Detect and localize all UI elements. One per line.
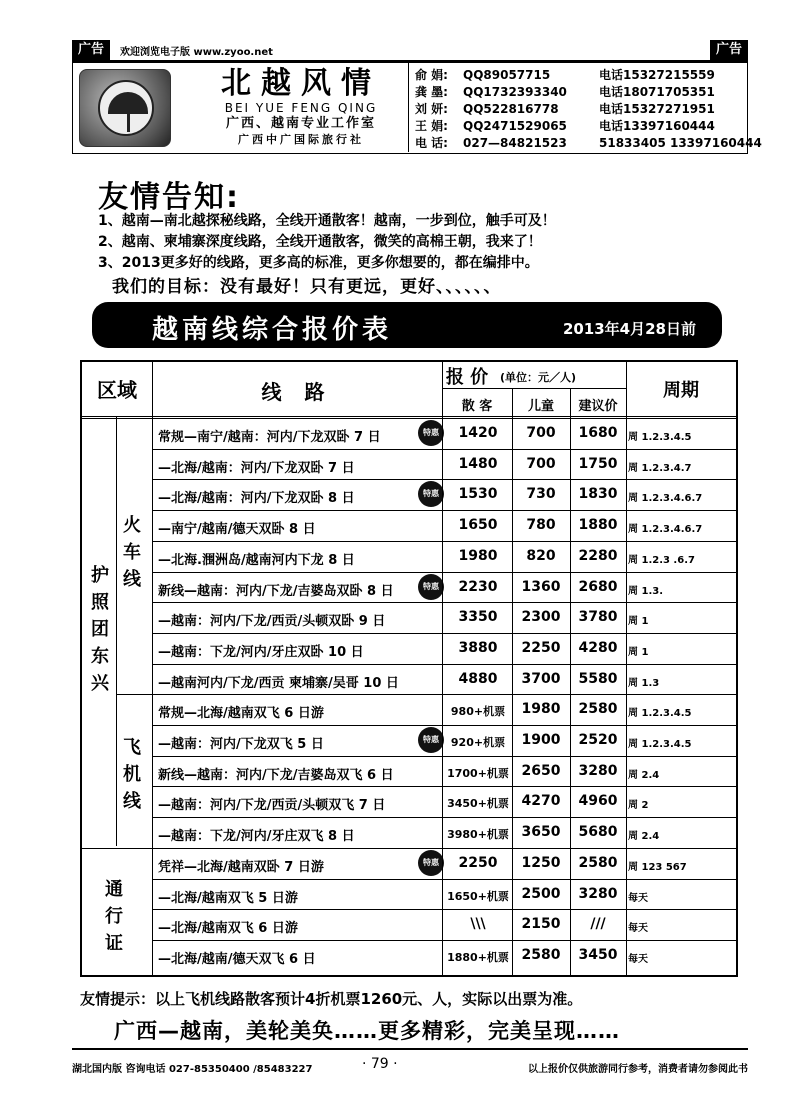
route-cell: 新线—越南：河内/下龙/吉婆岛双卧 8 日 — [158, 583, 394, 599]
notice-line: 3、2013更多好的线路，更多高的标准，更多你想要的，都在编排中。 — [98, 255, 539, 271]
route-cell: —越南：下龙/河内/牙庄双卧 10 日 — [158, 644, 364, 660]
period-cell: 周 2.4 — [628, 769, 660, 781]
contact-qq: QQ89057715 — [463, 68, 551, 82]
adult-price-cell: 1700+机票 — [447, 766, 509, 780]
banner-title: 越南线综合报价表 — [152, 315, 393, 345]
special-offer-badge-icon: 特惠 — [418, 481, 444, 507]
contact-qq: QQ1732393340 — [463, 85, 567, 99]
adult-price-cell: 4880 — [458, 670, 498, 687]
suggest-price-cell: 3780 — [578, 609, 618, 626]
period-cell: 周 2 — [628, 800, 649, 812]
brand-pinyin: BEI YUE FENG QING — [224, 101, 378, 115]
special-offer-badge-icon: 特惠 — [418, 850, 444, 876]
suggest-price-cell: 1750 — [578, 455, 618, 472]
contact-name: 刘 妍: — [415, 102, 448, 116]
route-cell: —越南：河内/下龙双飞 5 日 — [158, 737, 324, 752]
route-cell: —北海.涠洲岛/越南河内下龙 8 日 — [158, 552, 355, 568]
brand-name: 北越风情 — [221, 66, 381, 101]
umbrella-icon — [98, 80, 154, 136]
footer — [72, 1048, 748, 1076]
child-price-cell: 1900 — [521, 732, 561, 748]
special-offer-badge-icon: 特惠 — [418, 727, 444, 753]
route-cell: —南宁/越南/德天双卧 8 日 — [158, 522, 316, 538]
contact-qq: 027—84821523 — [463, 136, 567, 150]
footer-right: 以上报价仅供旅游同行参考，消费者请勿参阅此书 — [528, 1064, 748, 1075]
suggest-price-cell: 3280 — [578, 762, 618, 779]
contact-qq: QQ522816778 — [463, 102, 559, 116]
suggest-price-cell: 2580 — [578, 854, 618, 871]
adult-price-cell: 3450+机票 — [447, 797, 509, 811]
suggest-price-cell: /// — [590, 916, 606, 933]
child-price-cell: 1250 — [521, 854, 561, 871]
contact-name: 电 话: — [415, 136, 448, 150]
brand-subtitle: 广西、越南专业工作室 — [225, 116, 376, 131]
header-price: 报 价 — [445, 367, 489, 388]
suggest-price-cell: 3450 — [578, 946, 618, 963]
page-number: · 79 · — [362, 1056, 398, 1072]
ad-tag-right: 广告 — [710, 40, 748, 60]
child-price-cell: 4270 — [521, 793, 561, 810]
adult-price-cell: 1650 — [458, 517, 498, 534]
period-cell: 周 1 — [628, 646, 649, 658]
period-cell: 周 1.3. — [628, 585, 663, 597]
suggest-price-cell: 5680 — [578, 824, 618, 841]
period-cell: 周 1.2.3.4.7 — [628, 462, 692, 474]
route-cell: 凭祥—北海/越南双卧 7 日游 — [158, 859, 324, 875]
period-cell: 周 123 567 — [628, 861, 687, 873]
child-price-cell: 2580 — [521, 946, 561, 963]
tip-text: 友情提示：以上飞机线路散客预计4折机票1260元、人，实际以出票为准。 — [80, 990, 583, 1008]
suggest-price-cell: 4280 — [578, 639, 618, 656]
child-price-cell: 700 — [526, 425, 556, 441]
route-cell: 新线—越南：河内/下龙/吉婆岛双飞 6 日 — [158, 767, 394, 783]
notice-line: 2、越南、柬埔寨深度线路，全线开通散客，微笑的高棉王朝，我来了！ — [98, 234, 542, 250]
logo-image — [79, 69, 171, 147]
child-price-cell: 2250 — [521, 639, 561, 656]
period-cell: 周 1.2.3 .6.7 — [628, 554, 695, 566]
contact-row — [415, 118, 748, 135]
child-price-cell: 1360 — [521, 578, 561, 595]
period-cell: 周 2.4 — [628, 831, 660, 843]
contact-qq: QQ2471529065 — [463, 119, 567, 133]
contact-name: 龚 墨: — [415, 85, 448, 99]
route-cell: —越南河内/下龙/西贡 柬埔寨/吴哥 10 日 — [158, 675, 399, 691]
period-cell: 周 1.2.3.4.6.7 — [628, 493, 703, 505]
adult-price-cell: 920+机票 — [450, 736, 506, 749]
suggest-price-cell: 3280 — [578, 885, 618, 902]
route-cell: —北海/越南/德天双飞 6 日 — [158, 951, 316, 967]
contact-row — [415, 101, 748, 118]
adult-price-cell: 3980+机票 — [447, 828, 509, 842]
header-price-unit: (单位：元／人) — [500, 371, 577, 384]
route-cell: —北海/越南双飞 5 日游 — [158, 890, 298, 906]
route-cell: —越南：河内/下龙/西贡/头顿双卧 9 日 — [158, 614, 386, 630]
child-price-cell: 820 — [526, 547, 556, 564]
notice-title: 友情告知: — [98, 180, 240, 215]
adult-price-cell: 2230 — [458, 578, 498, 595]
ad-tag-left: 广告 — [72, 40, 110, 60]
period-cell: 每天 — [628, 923, 648, 935]
route-cell: —北海/越南：河内/下龙双卧 7 日 — [158, 460, 355, 476]
adult-price-cell: 2250 — [458, 854, 498, 871]
contact-name: 俞 娟: — [415, 68, 448, 82]
price-table-banner — [92, 302, 722, 348]
child-price-cell: 2650 — [521, 762, 561, 779]
top-ad-bar — [72, 40, 748, 62]
group-label-pass: 通行证 — [105, 879, 123, 954]
child-price-cell: 3650 — [521, 824, 561, 841]
contact-tel: 电话13397160444 — [599, 119, 715, 133]
suggest-price-cell: 1880 — [578, 517, 618, 534]
period-cell: 周 1.2.3.4.5 — [628, 708, 692, 720]
adult-price-cell: 3880 — [458, 639, 498, 656]
brand-agency: 广西中广国际旅行社 — [238, 133, 364, 146]
child-price-cell: 2300 — [521, 609, 561, 626]
header-region: 区域 — [97, 378, 137, 402]
adult-price-cell: \\\ — [470, 916, 486, 933]
adult-price-cell: 1650+机票 — [447, 889, 509, 903]
route-cell: 常规—南宁/越南：河内/下龙双卧 7 日 — [158, 430, 381, 445]
brand-block — [181, 67, 421, 147]
route-cell: 常规—北海/越南双飞 6 日游 — [158, 706, 324, 722]
adult-price-cell: 980+机票 — [450, 705, 506, 719]
suggest-price-cell: 2680 — [578, 578, 618, 595]
route-cell: —越南：河内/下龙/西贡/头顿双飞 7 日 — [158, 798, 386, 814]
route-cell: —北海/越南双飞 6 日游 — [158, 921, 298, 937]
suggest-price-cell: 1680 — [578, 425, 618, 441]
adult-price-cell: 1530 — [458, 486, 498, 503]
suggest-price-cell: 1830 — [578, 486, 618, 503]
suggest-price-cell: 2280 — [578, 547, 618, 564]
group-label-outer: 护照团东兴 — [91, 565, 109, 694]
contact-tel: 电话15327271951 — [599, 102, 715, 116]
route-cell: —越南：下龙/河内/牙庄双飞 8 日 — [158, 829, 355, 845]
adult-price-cell: 1880+机票 — [447, 950, 509, 964]
contact-row — [415, 67, 748, 84]
adult-price-cell: 1480 — [458, 455, 498, 472]
period-cell: 每天 — [628, 953, 648, 965]
adult-price-cell: 3350 — [458, 609, 498, 626]
header-route: 线 路 — [261, 380, 333, 404]
child-price-cell: 780 — [526, 517, 556, 534]
child-price-cell: 3700 — [521, 670, 561, 687]
contact-tel: 电话15327215559 — [599, 68, 715, 82]
suggest-price-cell: 2580 — [578, 701, 618, 718]
price-table — [80, 360, 738, 977]
special-offer-badge-icon: 特惠 — [418, 574, 444, 600]
contact-name: 王 娟: — [415, 119, 448, 133]
header-period: 周期 — [663, 380, 699, 401]
period-cell: 每天 — [628, 892, 648, 904]
group-label-train: 火车线 — [123, 515, 141, 590]
contact-row — [415, 135, 762, 152]
footer-left: 湖北国内版 咨询电话 027-85350400 /85483227 — [72, 1064, 313, 1075]
header-adult: 散 客 — [461, 399, 493, 414]
period-cell: 周 1.3 — [628, 677, 660, 689]
notice-line: 1、越南—南北越探秘线路，全线开通散客！越南，一步到位，触手可及！ — [98, 213, 556, 229]
suggest-price-cell: 2520 — [578, 732, 618, 748]
contact-list — [408, 63, 762, 152]
special-offer-badge-icon: 特惠 — [418, 420, 444, 446]
child-price-cell: 730 — [526, 486, 556, 503]
goal-slogan: 我们的目标：没有最好！只有更远，更好、、、、、、 — [112, 277, 502, 297]
adult-price-cell: 1980 — [458, 547, 498, 564]
slogan-text: 广西—越南，美轮美奂……更多精彩，完美呈现…… — [114, 1019, 620, 1043]
contact-tel: 电话18071705351 — [599, 85, 715, 99]
period-cell: 周 1.2.3.4.5 — [628, 432, 692, 443]
header-child: 儿童 — [527, 399, 554, 414]
route-cell: —北海/越南：河内/下龙双卧 8 日 — [158, 491, 355, 507]
child-price-cell: 2500 — [521, 885, 561, 902]
suggest-price-cell: 5580 — [578, 670, 618, 687]
banner-date: 2013年4月28日前 — [562, 320, 696, 338]
header-block — [72, 62, 762, 154]
child-price-cell: 700 — [526, 455, 556, 472]
contact-tel: 51833405 13397160444 — [599, 136, 762, 150]
child-price-cell: 2150 — [521, 916, 561, 933]
contact-row — [415, 84, 748, 101]
group-label-plane: 飞机线 — [123, 737, 141, 812]
suggest-price-cell: 4960 — [578, 793, 618, 810]
period-cell: 周 1.2.3.4.5 — [628, 739, 692, 750]
child-price-cell: 1980 — [521, 701, 561, 718]
adult-price-cell: 1420 — [458, 425, 498, 441]
welcome-text: 欢迎浏览电子版 www.zyoo.net — [120, 47, 273, 58]
header-suggest: 建议价 — [578, 399, 618, 414]
period-cell: 周 1.2.3.4.6.7 — [628, 524, 703, 536]
period-cell: 周 1 — [628, 616, 649, 628]
